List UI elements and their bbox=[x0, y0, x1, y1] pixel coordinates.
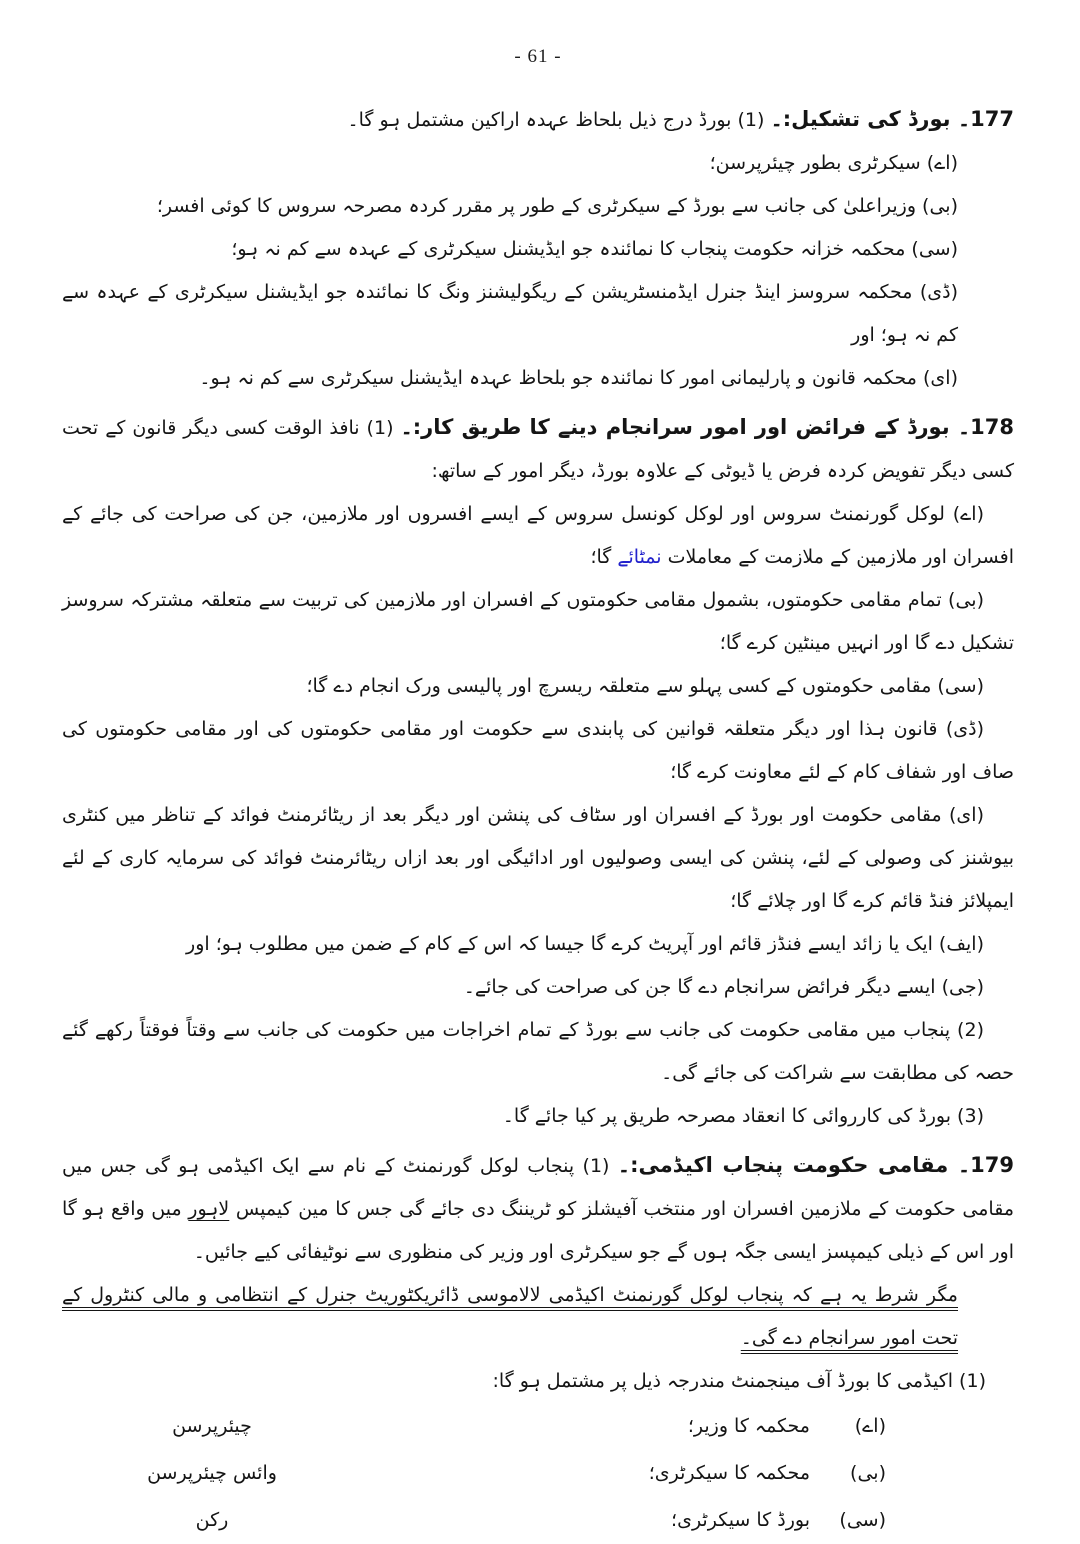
section-179-heading bbox=[62, 1144, 1014, 1274]
clause-177-e: (ای) محکمہ قانون و پارلیمانی امور کا نمائندہ جو بلحاظ عہدہ ایڈیشنل سیکرٹری سے کم نہ ہو۔ bbox=[199, 367, 958, 389]
section-179-title: 179۔ مقامی حکومت پنجاب اکیڈمی:۔ bbox=[617, 1153, 1014, 1177]
board-row-c-member: بورڈ کا سیکرٹری؛ bbox=[671, 1509, 810, 1531]
board-row-c-number: (سی) bbox=[839, 1509, 886, 1531]
clause-178-d: (ڈی) قانون ہذا اور دیگر متعلقہ قوانین کی پابندی سے حکومت اور مقامی حکومتوں کی اور مقامی حکومتوں کی صاف اور شفاف کام کے لئے معاونت کرے گا؛ bbox=[62, 718, 1014, 783]
clause-178-f: (ایف) ایک یا زائد ایسے فنڈز قائم اور آپریٹ کرے گا جیسا کہ اس کے کام کے ضمن میں مطلوب ہو؛ اور bbox=[186, 933, 984, 955]
clause-178-a-tail: گا؛ bbox=[590, 546, 618, 568]
underlined-city-name: لاہور bbox=[188, 1198, 230, 1220]
clause-178-c: (سی) مقامی حکومتوں کے کسی پہلو سے متعلقہ ریسرچ اور پالیسی ورک انجام دے گا؛ bbox=[306, 675, 984, 697]
section-178-heading bbox=[62, 406, 1014, 493]
page-number: - 61 - bbox=[514, 46, 562, 67]
subsection-178-3: (3) بورڈ کی کارروائی کا انعقاد مصرحہ طریق پر کیا جائے گا۔ bbox=[502, 1105, 984, 1127]
board-row-b-member: محکمہ کا سیکرٹری؛ bbox=[648, 1462, 810, 1484]
clause-178-a-text: (اے) لوکل گورنمنٹ سروس اور لوکل کونسل سروس کے ایسے افسروں اور ملازمین، جن کی صراحت کی جائے کے افسران اور ملازمین کے ملازمت کے معاملات bbox=[62, 503, 1014, 568]
clause-178-b: (بی) تمام مقامی حکومتوں، بشمول مقامی حکومتوں کے افسران اور ملازمین کی تربیت سے متعلقہ مشترکہ سروسز تشکیل دے گا اور انہیں مینٹین کرے گا؛ bbox=[62, 589, 1014, 654]
clause-177-a: (اے) سیکرٹری بطور چیئرپرسن؛ bbox=[709, 152, 958, 174]
board-row-c-role: رکن bbox=[195, 1509, 229, 1531]
proviso-179: مگر شرط یہ ہے کہ پنجاب لوکل گورنمنٹ اکیڈمی لالاموسی ڈائریکٹوریٹ جنرل کے انتظامی و مالی کنٹرول کے تحت امور سرانجام دے گی۔ bbox=[62, 1284, 958, 1349]
section-179-body-pre: (1) پنجاب لوکل گورنمنٹ کے نام سے ایک اکیڈمی ہو گی جس میں مقامی حکومت کے ملازمین افسران اور منتخب آفیشلز کو ٹریننگ دی جائے گی جس کا مین کیمپس bbox=[62, 1155, 1015, 1220]
clause-177-c: (سی) محکمہ خزانہ حکومت پنجاب کا نمائندہ جو ایڈیشنل سیکرٹری کے عہدہ سے کم نہ ہو؛ bbox=[231, 238, 958, 260]
board-row-a-number: (اے) bbox=[854, 1415, 886, 1437]
section-177-heading-rest: (1) بورڈ درج ذیل بلحاظ عہدہ اراکین مشتمل ہو گا۔ bbox=[347, 109, 771, 131]
board-row-a-member: محکمہ کا وزیر؛ bbox=[687, 1415, 810, 1437]
section-179-body-post: میں واقع ہو گا اور اس کے ذیلی کیمپسز ایسی جگہ ہوں گے جو سیکرٹری اور وزیر کی منظوری سے نوٹیفائی کیے جائیں۔ bbox=[62, 1198, 1014, 1263]
board-row-b bbox=[62, 1450, 886, 1497]
clause-178-e: (ای) مقامی حکومت اور بورڈ کے افسران اور سٹاف کی پنشن اور دیگر بعد از ریٹائرمنٹ فوائد کے تناظر میں کنٹری بیوشنز کی وصولی کے لئے، پنشن کی ایسی وصولیوں اور ادائیگی اور بعد ازاں ریٹائرمنٹ فوائد کی سرمایہ کاری کے لئے ایمپلائز فنڈ قائم کرے گا اور چلائے گا؛ bbox=[62, 804, 1014, 912]
clause-177-d: (ڈی) محکمہ سروسز اینڈ جنرل ایڈمنسٹریشن کے ریگولیشنز ونگ کا نمائندہ جو ایڈیشنل سیکرٹری کے عہدہ سے کم نہ ہو؛ اور bbox=[62, 281, 958, 346]
clause-177-b: (بی) وزیراعلیٰ کی جانب سے بورڈ کے سیکرٹری کے طور پر مقرر کردہ مصرحہ سروس کا کوئی افسر؛ bbox=[156, 195, 958, 217]
board-row-b-role: وائس چیئرپرسن bbox=[147, 1462, 277, 1484]
section-177-heading bbox=[62, 98, 1014, 142]
board-row-b-number: (بی) bbox=[850, 1462, 886, 1484]
section-177-title: 177۔ بورڈ کی تشکیل:۔ bbox=[770, 107, 1014, 131]
board-row-a-role: چیئرپرسن bbox=[172, 1415, 252, 1437]
board-of-management-intro: (1) اکیڈمی کا بورڈ آف مینجمنٹ مندرجہ ذیل پر مشتمل ہو گا: bbox=[492, 1370, 986, 1392]
subsection-178-2: (2) پنجاب میں مقامی حکومت کی جانب سے بورڈ کے تمام اخراجات میں حکومت کی جانب سے وقتاً فوقتاً رکھے گئے حصہ کی مطابقت سے شراکت کی جائے گی۔ bbox=[62, 1019, 1014, 1084]
section-178-heading-rest: (1) نافذ الوقت کسی دیگر قانون کے تحت کسی دیگر تفویض کردہ فرض یا ڈیوٹی کے علاوہ بورڈ، دیگر امور کے ساتھ: bbox=[62, 417, 1014, 482]
highlighted-word-blue: نمٹائے bbox=[617, 546, 662, 568]
board-row-a bbox=[62, 1403, 886, 1450]
board-row-c bbox=[62, 1497, 886, 1544]
clause-178-a bbox=[62, 493, 1014, 579]
clause-178-g: (جی) ایسے دیگر فرائض سرانجام دے گا جن کی صراحت کی جائے۔ bbox=[463, 976, 984, 998]
section-178-title: 178۔ بورڈ کے فرائض اور امور سرانجام دینے کا طریق کار:۔ bbox=[400, 415, 1014, 439]
